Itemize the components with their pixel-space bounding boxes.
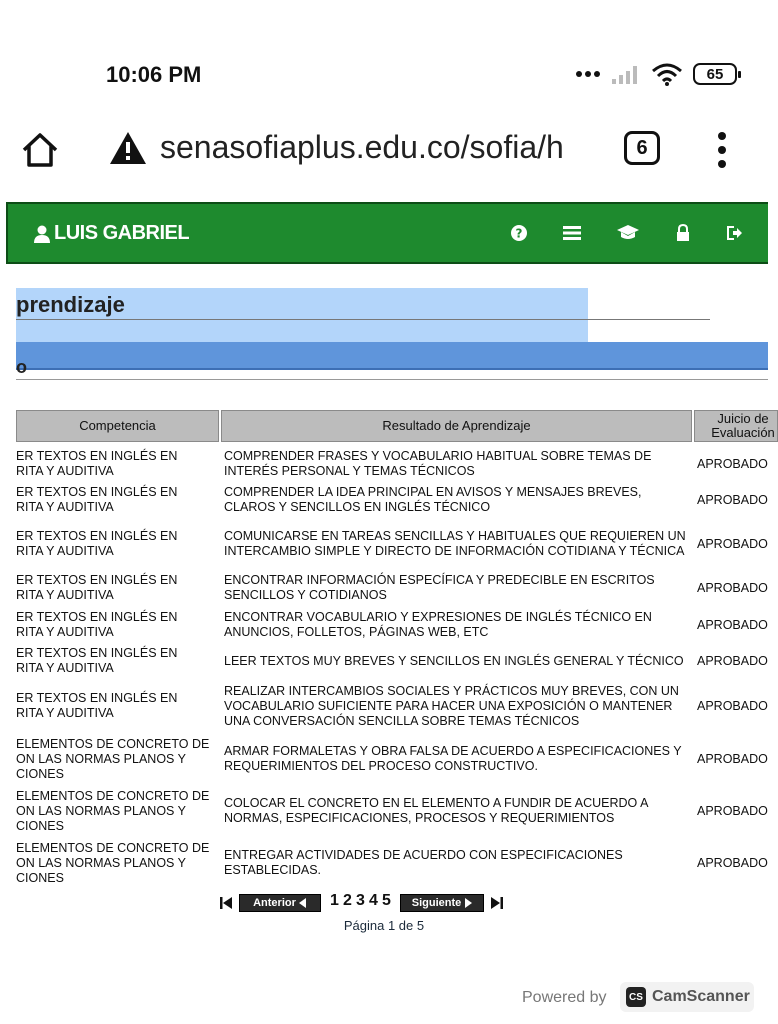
competencia-line: RITA Y AUDITIVA	[16, 588, 114, 602]
cell-competencia	[16, 519, 216, 569]
page-link-3[interactable]: 3	[356, 892, 365, 909]
table-row	[0, 519, 768, 569]
cell-resultado: COLOCAR EL CONCRETO EN EL ELEMENTO A FUNDIR DE ACUERDO A NORMAS, ESPECIFICACIONES, PROCESOS Y REQUERIMIENTOS	[224, 796, 648, 825]
page-link-4[interactable]: 4	[369, 892, 378, 909]
cell-resultado: COMPRENDER LA IDEA PRINCIPAL EN AVISOS Y MENSAJES BREVES, CLAROS Y SENCILLOS EN INGLÉS TÉCNICO	[224, 485, 642, 514]
competencia-line: ER TEXTOS EN INGLÉS EN	[16, 449, 178, 463]
cell-resultado: ENCONTRAR VOCABULARIO Y EXPRESIONES DE INGLÉS TÉCNICO EN ANUNCIOS, FOLLETOS, PÁGINAS WEB, ETC	[224, 610, 652, 639]
cell-resultado: ENCONTRAR INFORMACIÓN ESPECÍFICA Y PREDECIBLE EN ESCRITOS SENCILLOS Y COTIDIANOS	[224, 573, 655, 602]
camscanner-brand: CamScanner	[652, 988, 750, 1005]
page-link-1[interactable]: 1	[330, 892, 339, 909]
camscanner-watermark	[620, 982, 754, 1012]
prev-page-button[interactable]	[239, 894, 321, 912]
competencia-line: RITA Y AUDITIVA	[16, 661, 114, 675]
cell-resultado: COMUNICARSE EN TAREAS SENCILLAS Y HABITUALES QUE REQUIEREN UN INTERCAMBIO SIMPLE Y DIRECTO DE INFORMACIÓN COTIDIANA Y TÉCNICA	[224, 529, 686, 558]
table-row	[0, 790, 768, 832]
tabs-counter-button[interactable]: 6	[624, 131, 660, 165]
section-subtitle-fragment: o	[16, 357, 27, 377]
competencia-line: ER TEXTOS EN INGLÉS EN	[16, 691, 178, 705]
cell-resultado: ENTREGAR ACTIVIDADES DE ACUERDO CON ESPECIFICACIONES ESTABLECIDAS.	[224, 848, 623, 877]
cell-competencia	[16, 646, 216, 676]
cell-competencia	[16, 484, 216, 516]
first-page-icon[interactable]	[219, 896, 233, 910]
last-page-icon[interactable]	[490, 896, 504, 910]
competencia-line: CIONES	[16, 870, 64, 885]
competencia-line: ON LAS NORMAS PLANOS Y	[16, 803, 186, 818]
cell-competencia	[16, 842, 216, 884]
column-header-competencia: Competencia	[16, 410, 219, 442]
status-icons	[575, 62, 737, 86]
cell-juicio: APROBADO	[697, 456, 768, 471]
url-bar[interactable]: senasofiaplus.edu.co/sofia/h	[160, 129, 564, 165]
powered-by-text: Powered by	[522, 989, 607, 1006]
next-page-button[interactable]	[400, 894, 484, 912]
cell-juicio: APROBADO	[697, 580, 768, 595]
table-row	[0, 738, 768, 780]
battery-level: 65	[706, 65, 724, 83]
cell-juicio: APROBADO	[697, 536, 768, 551]
table-row	[0, 842, 768, 884]
table-row	[0, 446, 768, 482]
app-header	[6, 202, 768, 264]
caret-left-icon	[299, 898, 307, 908]
table-row	[0, 682, 768, 730]
user-name: LUIS GABRIEL	[54, 222, 190, 244]
list-icon[interactable]	[562, 224, 582, 242]
cell-juicio: APROBADO	[697, 698, 768, 713]
competencia-line: ELEMENTOS DE CONCRETO DE	[16, 788, 210, 803]
cell-juicio: APROBADO	[697, 803, 768, 818]
competencia-line: ER TEXTOS EN INGLÉS EN	[16, 573, 178, 587]
cell-competencia	[16, 572, 216, 604]
camscanner-logo-icon: CS	[626, 987, 646, 1007]
competencia-line: ON LAS NORMAS PLANOS Y	[16, 751, 186, 766]
pagination	[0, 894, 768, 914]
cell-resultado: COMPRENDER FRASES Y VOCABULARIO HABITUAL SOBRE TEMAS DE INTERÉS PERSONAL Y TEMAS TÉCNICOS	[224, 449, 652, 478]
section-divider	[16, 319, 710, 320]
cell-competencia	[16, 738, 216, 780]
signal-icon	[611, 63, 641, 85]
subsection-divider	[16, 379, 768, 380]
warning-icon[interactable]	[108, 130, 148, 166]
more-vert-icon[interactable]	[712, 130, 732, 170]
graduation-cap-icon[interactable]	[616, 224, 640, 242]
cell-resultado: LEER TEXTOS MUY BREVES Y SENCILLOS EN INGLÉS GENERAL Y TÉCNICO	[224, 653, 684, 668]
competencia-line: RITA Y AUDITIVA	[16, 625, 114, 639]
competencia-line: ELEMENTOS DE CONCRETO DE	[16, 840, 210, 855]
competencia-line: ER TEXTOS EN INGLÉS EN	[16, 646, 178, 660]
page-info: Página 1 de 5	[343, 918, 425, 933]
next-page-label: Siguiente	[411, 897, 462, 909]
home-icon[interactable]	[20, 130, 60, 170]
wifi-icon	[651, 62, 683, 86]
competencia-line: RITA Y AUDITIVA	[16, 500, 114, 514]
lock-icon[interactable]	[674, 224, 692, 242]
caret-right-icon	[464, 898, 472, 908]
cell-juicio: APROBADO	[697, 653, 768, 668]
page-link-5[interactable]: 5	[382, 892, 391, 909]
table-row	[0, 572, 768, 604]
competencia-line: ON LAS NORMAS PLANOS Y	[16, 855, 186, 870]
competencia-line: ER TEXTOS EN INGLÉS EN	[16, 485, 178, 499]
table-row	[0, 609, 768, 641]
competencia-line: RITA Y AUDITIVA	[16, 544, 114, 558]
cell-competencia	[16, 446, 216, 482]
competencia-line: RITA Y AUDITIVA	[16, 464, 114, 478]
competencia-line: RITA Y AUDITIVA	[16, 706, 114, 720]
cell-competencia	[16, 790, 216, 832]
logout-icon[interactable]	[726, 224, 744, 242]
competencia-line: CIONES	[16, 818, 64, 833]
column-header-juicio: Juicio de Evaluación	[694, 410, 778, 442]
cell-juicio: APROBADO	[697, 751, 768, 766]
status-time: 10:06 PM	[106, 62, 202, 87]
cell-resultado: REALIZAR INTERCAMBIOS SOCIALES Y PRÁCTICOS MUY BREVES, CON UN VOCABULARIO SUFICIENTE PARA HACER UNA EXPOSICIÓN O MANTENER UNA CONVERSACIÓN SENCILLA SOBRE TEMAS TÉCNICOS	[224, 683, 679, 728]
cell-juicio: APROBADO	[697, 617, 768, 632]
competencia-line: ER TEXTOS EN INGLÉS EN	[16, 529, 178, 543]
table-row	[0, 646, 768, 676]
user-icon	[34, 225, 50, 243]
page-link-2[interactable]: 2	[343, 892, 352, 909]
battery-icon	[693, 63, 737, 85]
competencia-line: ELEMENTOS DE CONCRETO DE	[16, 736, 210, 751]
competencia-line: ER TEXTOS EN INGLÉS EN	[16, 610, 178, 624]
section-title: prendizaje	[16, 292, 125, 317]
section-bar	[16, 342, 768, 370]
cell-resultado: ARMAR FORMALETAS Y OBRA FALSA DE ACUERDO A ESPECIFICACIONES Y REQUERIMIENTOS DEL PROCESO CONSTRUCTIVO.	[224, 744, 682, 773]
more-dots-icon	[575, 70, 601, 78]
column-header-resultado: Resultado de Aprendizaje	[221, 410, 692, 442]
cell-competencia	[16, 609, 216, 641]
user-menu[interactable]	[34, 222, 189, 245]
cell-juicio: APROBADO	[697, 492, 768, 507]
svg-text:?: ?	[515, 226, 523, 241]
table-row	[0, 484, 768, 516]
help-icon[interactable]	[510, 224, 528, 242]
cell-juicio: APROBADO	[697, 855, 768, 870]
competencia-line: CIONES	[16, 766, 64, 781]
prev-page-label: Anterior	[253, 897, 296, 909]
cell-competencia	[16, 682, 216, 730]
